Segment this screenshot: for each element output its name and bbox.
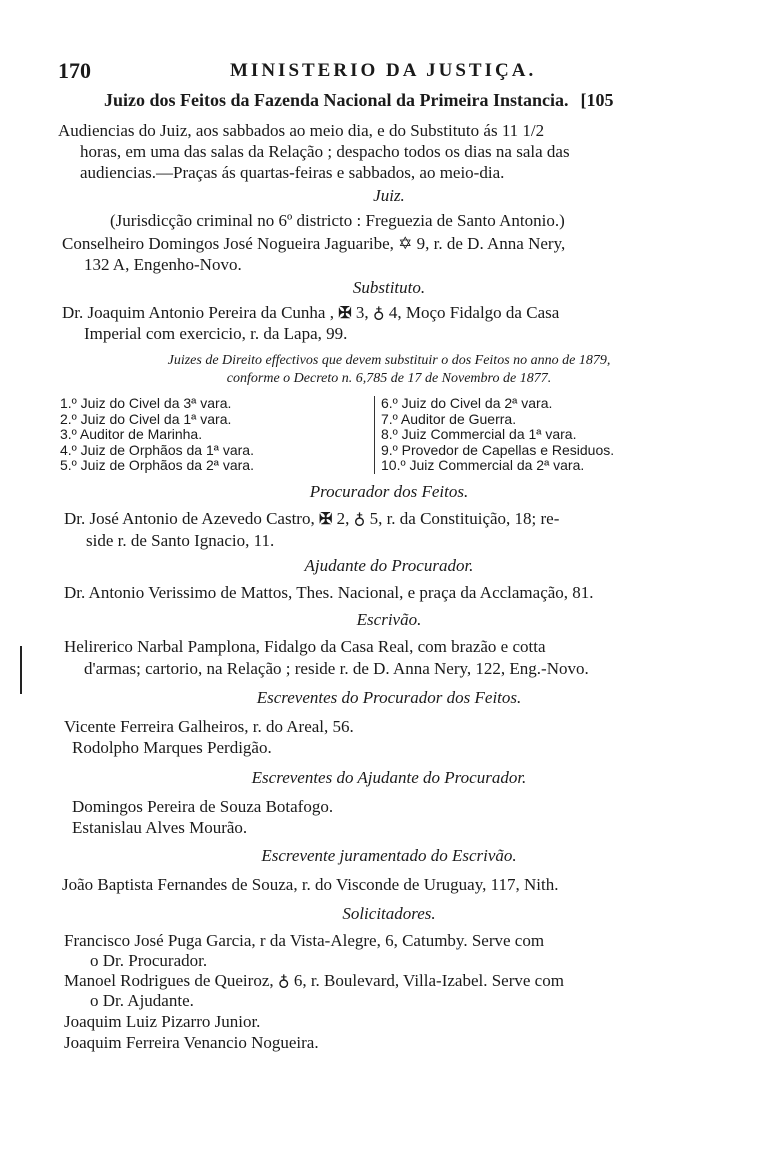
list-item: 9.º Provedor de Capellas e Residuos. xyxy=(381,441,615,458)
page-number: 170 xyxy=(58,58,91,83)
margin-mark xyxy=(20,646,22,694)
solicitador-2-line-1 xyxy=(64,970,564,992)
solicitador-2-line-2: o Dr. Ajudante. xyxy=(90,991,194,1010)
ajudante-heading: Ajudante do Procurador. xyxy=(304,556,474,575)
solicitadores-heading: Solicitadores. xyxy=(342,904,436,923)
list-item: 4.º Juiz de Orphãos da 1ª vara. xyxy=(60,441,254,458)
juiz-line-2: 132 A, Engenho-Novo. xyxy=(84,255,242,274)
list-item: 3.º Auditor de Marinha. xyxy=(60,426,203,442)
escreventes-procurador-heading: Escreventes do Procurador dos Feitos. xyxy=(256,688,522,707)
escreventes-ajudante-heading: Escreventes do Ajudante do Procurador. xyxy=(251,768,527,787)
juizes-list-left xyxy=(60,396,360,474)
substituto-name: Dr. Joaquim Antonio Pereira da Cunha , xyxy=(62,303,334,322)
juizes-direito-heading-2: conforme o Decreto n. 6,785 de 17 de Novembro de 1877. xyxy=(226,371,552,386)
solicitador-4: Joaquim Ferreira Venancio Nogueira. xyxy=(64,1033,319,1052)
substituto-heading: Substituto. xyxy=(352,278,426,297)
list-item: 5.º Juiz de Orphãos da 2ª vara. xyxy=(60,457,254,473)
solicitador-1-line-1: Francisco José Puga Garcia, r da Vista-Alegre, 6, Catumby. Serve com xyxy=(64,931,545,950)
juizes-direito-list xyxy=(60,396,720,472)
cross-order-icon: ✠ xyxy=(338,305,352,322)
escrivao-line-2: d'armas; cartorio, na Relação ; reside r. de D. Anna Nery, 122, Eng.-Novo. xyxy=(84,659,589,678)
medal-order-icon: ♁ xyxy=(353,511,366,528)
court-ref: [105 xyxy=(580,90,614,110)
solicitador-2-name: Manoel Rodrigues de Queiroz, xyxy=(64,971,274,990)
audiencias-line-3: audiencias.—Praças ás quartas-feiras e sabbados, ao meio-dia. xyxy=(80,163,505,182)
procurador-heading: Procurador dos Feitos. xyxy=(309,482,469,501)
solicitador-2-address: 6, r. Boulevard, Villa-Izabel. Serve com xyxy=(293,971,564,990)
cross-order-icon: ✠ xyxy=(318,511,333,528)
escrevente-juramentado-heading: Escrevente juramentado do Escrivão. xyxy=(261,846,517,865)
procurador-line-2: side r. de Santo Ignacio, 11. xyxy=(86,531,275,550)
list-item: 7.º Auditor de Guerra. xyxy=(381,410,517,427)
juizes-direito-heading-1: Juizes de Direito effectivos que devem substituir o dos Feitos no anno de 1879, xyxy=(167,353,611,368)
juiz-line-1: Conselheiro Domingos José Nogueira Jaguaribe, ✡ 9, r. de D. Anna Nery, xyxy=(62,234,566,253)
court-title-text: Juizo dos Feitos da Fazenda Nacional da Primeira Instancia. xyxy=(104,90,569,110)
solicitador-1-line-2: o Dr. Procurador. xyxy=(90,951,208,970)
procurador-address: 5, r. da Constituição, 18; re- xyxy=(369,509,560,528)
list-item: Rodolpho Marques Perdigão. xyxy=(72,738,272,757)
juizes-list-right xyxy=(374,396,721,474)
list-item: 8.º Juiz Commercial da 1ª vara. xyxy=(381,426,577,442)
substituto-cross-grade: 3, xyxy=(355,303,369,322)
procurador-cross-grade: 2, xyxy=(336,509,350,528)
ajudante-line-1: Dr. Antonio Verissimo de Mattos, Thes. Nacional, e praça da Acclamação, 81. xyxy=(64,583,594,602)
medal-order-icon: ♁ xyxy=(277,973,290,990)
juiz-heading: Juiz. xyxy=(373,186,405,205)
list-item: Vicente Ferreira Galheiros, r. do Areal, 56. xyxy=(64,717,354,736)
running-title: MINISTERIO DA JUSTIÇA. xyxy=(230,60,537,81)
escrevente-juramentado-line-1: João Baptista Fernandes de Souza, r. do Visconde de Uruguay, 117, Nith. xyxy=(62,875,559,894)
substituto-title: 4, Moço Fidalgo da Casa xyxy=(388,303,560,322)
solicitador-3: Joaquim Luiz Pizarro Junior. xyxy=(64,1012,261,1031)
juiz-jurisdiction: (Jurisdicção criminal no 6º districto : Freguezia de Santo Antonio.) xyxy=(110,211,565,230)
page-header xyxy=(0,58,778,84)
audiencias-line-2: horas, em uma das salas da Relação ; despacho todos os dias na sala das xyxy=(80,142,570,161)
substituto-line-2: Imperial com exercicio, r. da Lapa, 99. xyxy=(84,324,348,343)
court-title xyxy=(104,90,664,111)
list-item: 10.º Juiz Commercial da 2ª vara. xyxy=(381,457,585,473)
escrivao-line-1: Helirerico Narbal Pamplona, Fidalgo da Casa Real, com brazão e cotta xyxy=(64,637,546,656)
list-item: 6.º Juiz do Civel da 2ª vara. xyxy=(381,395,553,411)
procurador-name: Dr. José Antonio de Azevedo Castro, xyxy=(64,509,315,528)
audiencias-line-1: Audiencias do Juiz, aos sabbados ao meio dia, e do Substituto ás 11 1/2 xyxy=(58,121,545,140)
list-item: Domingos Pereira de Souza Botafogo. xyxy=(72,797,334,816)
escrivao-heading: Escrivão. xyxy=(356,610,422,629)
list-item: Estanislau Alves Mourão. xyxy=(72,818,248,837)
list-item: 2.º Juiz do Civel da 1ª vara. xyxy=(60,410,232,427)
procurador-line-1 xyxy=(64,508,559,530)
substituto-line-1 xyxy=(62,302,559,324)
list-item: 1.º Juiz do Civel da 3ª vara. xyxy=(60,395,232,411)
medal-order-icon: ♁ xyxy=(372,305,385,322)
